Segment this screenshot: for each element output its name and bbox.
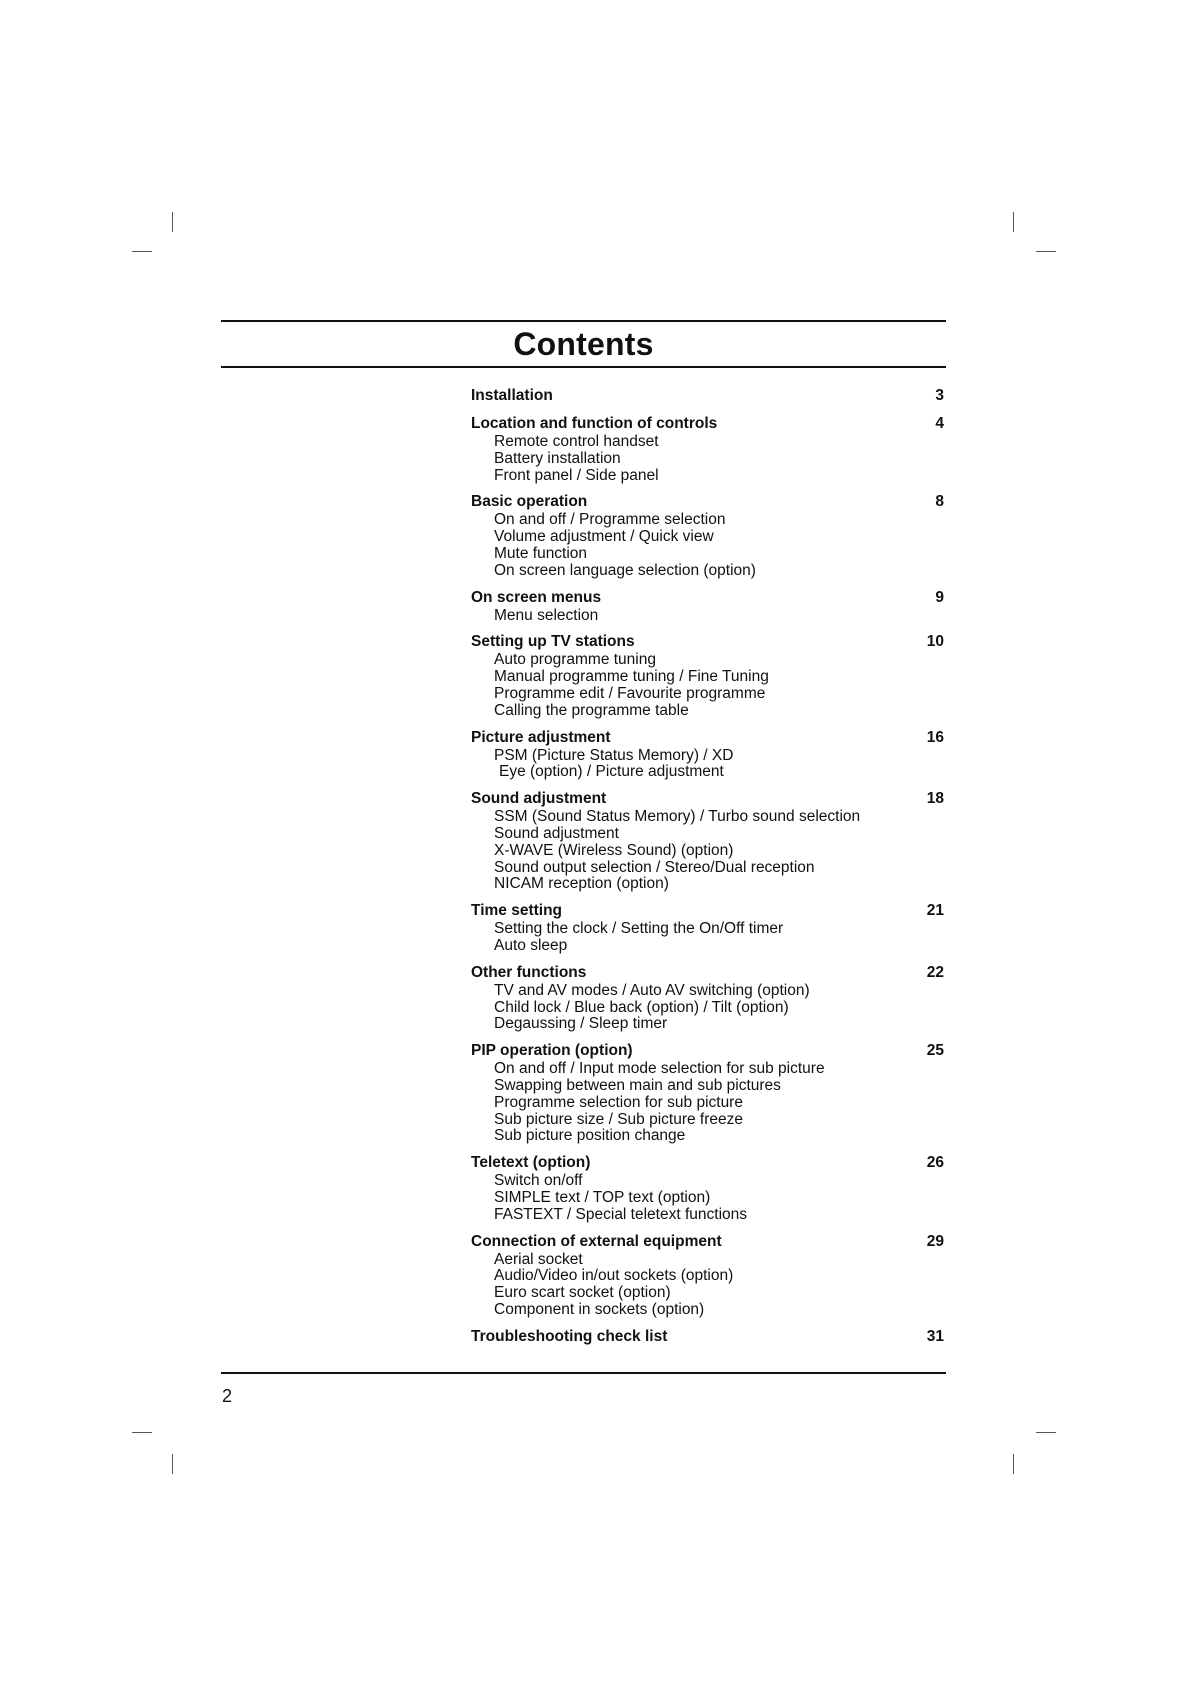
toc-subitem: On and off / Input mode selection for sub picture bbox=[494, 1060, 825, 1078]
toc-section bbox=[471, 901, 944, 955]
toc-section-title: On screen menus bbox=[471, 588, 602, 606]
table-of-contents bbox=[471, 386, 944, 1355]
toc-subitem: Audio/Video in/out sockets (option) bbox=[494, 1267, 734, 1285]
toc-section bbox=[471, 1041, 944, 1145]
crop-mark bbox=[132, 251, 152, 252]
toc-section-title: Time setting bbox=[471, 902, 563, 920]
toc-section-title: Teletext (option) bbox=[471, 1154, 591, 1172]
page-title: Contents bbox=[513, 326, 654, 362]
toc-section-heading bbox=[471, 632, 944, 652]
toc-section-title: Sound adjustment bbox=[471, 790, 607, 808]
toc-subitem: Front panel / Side panel bbox=[494, 466, 659, 484]
toc-section bbox=[471, 1232, 944, 1319]
header-bottom-rule bbox=[221, 366, 946, 368]
toc-subitem: Battery installation bbox=[494, 449, 621, 467]
toc-section-page-number: 31 bbox=[926, 1327, 944, 1345]
toc-section-page-number: 8 bbox=[935, 493, 944, 511]
toc-subitem: Setting the clock / Setting the On/Off timer bbox=[494, 920, 784, 938]
toc-section-page-number: 9 bbox=[935, 588, 944, 606]
toc-section-title: Setting up TV stations bbox=[471, 633, 635, 651]
toc-subitem: Programme selection for sub picture bbox=[494, 1093, 743, 1111]
toc-section bbox=[471, 414, 944, 484]
toc-section-page-number: 18 bbox=[926, 790, 944, 808]
toc-subitem: On screen language selection (option) bbox=[494, 561, 756, 579]
toc-section-page-number: 29 bbox=[926, 1232, 944, 1250]
toc-section-page-number: 22 bbox=[926, 963, 944, 981]
toc-section-title: Location and function of controls bbox=[471, 415, 718, 432]
toc-subitem: Degaussing / Sleep timer bbox=[494, 1015, 668, 1033]
crop-mark bbox=[1036, 251, 1056, 252]
toc-section-heading bbox=[471, 588, 944, 608]
toc-subitem: Mute function bbox=[494, 544, 588, 562]
toc-subitem: Volume adjustment / Quick view bbox=[494, 528, 714, 546]
toc-subitem: SIMPLE text / TOP text (option) bbox=[494, 1188, 711, 1206]
toc-section-page-number: 3 bbox=[935, 387, 944, 404]
toc-section-heading bbox=[471, 789, 944, 809]
toc-section-heading bbox=[471, 386, 944, 406]
crop-mark bbox=[1013, 1454, 1014, 1474]
toc-subitem: Menu selection bbox=[494, 606, 599, 624]
toc-subitem: Sub picture position change bbox=[494, 1127, 686, 1145]
toc-section bbox=[471, 386, 944, 406]
toc-section-heading bbox=[471, 901, 944, 921]
toc-section bbox=[471, 588, 944, 625]
toc-section-page-number: 25 bbox=[926, 1042, 944, 1060]
toc-section-title: Basic operation bbox=[471, 493, 588, 511]
toc-section-heading bbox=[471, 1153, 944, 1173]
toc-section bbox=[471, 492, 944, 579]
toc-section bbox=[471, 1327, 944, 1347]
toc-section bbox=[471, 632, 944, 719]
toc-subitem: Eye (option) / Picture adjustment bbox=[499, 763, 724, 781]
toc-section-title: Troubleshooting check list bbox=[471, 1327, 668, 1345]
toc-section-heading bbox=[471, 963, 944, 983]
toc-section-title: Other functions bbox=[471, 963, 587, 981]
toc-section-page-number: 26 bbox=[926, 1154, 944, 1172]
footer-rule bbox=[221, 1372, 946, 1374]
crop-mark bbox=[172, 1454, 173, 1474]
toc-subitem: Manual programme tuning / Fine Tuning bbox=[494, 668, 769, 686]
page-number: 2 bbox=[222, 1386, 233, 1406]
toc-subitem: Auto sleep bbox=[494, 936, 568, 954]
toc-section-heading bbox=[471, 1232, 944, 1252]
toc-subitem: PSM (Picture Status Memory) / XD bbox=[494, 746, 734, 764]
toc-subitem: Programme edit / Favourite programme bbox=[494, 684, 766, 702]
crop-mark bbox=[172, 212, 173, 232]
toc-subitem: Remote control handset bbox=[494, 433, 659, 450]
toc-subitem: Sub picture size / Sub picture freeze bbox=[494, 1110, 743, 1128]
toc-section-title: Connection of external equipment bbox=[471, 1232, 722, 1250]
toc-subitem: X-WAVE (Wireless Sound) (option) bbox=[494, 841, 734, 859]
toc-section-title: Picture adjustment bbox=[471, 728, 611, 746]
toc-subitem: Child lock / Blue back (option) / Tilt (option) bbox=[494, 998, 789, 1016]
toc-subitem: SSM (Sound Status Memory) / Turbo sound selection bbox=[494, 808, 861, 826]
toc-subitem: Sound adjustment bbox=[494, 824, 619, 842]
crop-mark bbox=[1036, 1432, 1056, 1433]
crop-mark bbox=[1013, 212, 1014, 232]
toc-section bbox=[471, 789, 944, 893]
toc-section bbox=[471, 1153, 944, 1223]
toc-subitem: FASTEXT / Special teletext functions bbox=[494, 1205, 748, 1223]
toc-section-page-number: 21 bbox=[926, 902, 944, 920]
toc-section-page-number: 4 bbox=[935, 415, 944, 432]
toc-subitem: Swapping between main and sub pictures bbox=[494, 1076, 781, 1094]
toc-section-page-number: 16 bbox=[926, 728, 944, 746]
toc-section-heading bbox=[471, 1041, 944, 1061]
toc-section bbox=[471, 963, 944, 1033]
toc-subitem: On and off / Programme selection bbox=[494, 511, 726, 529]
toc-subitem: Component in sockets (option) bbox=[494, 1300, 705, 1318]
toc-subitem: NICAM reception (option) bbox=[494, 875, 669, 893]
toc-subitem: Euro scart socket (option) bbox=[494, 1284, 671, 1302]
toc-section-heading bbox=[471, 728, 944, 748]
toc-subitem: Switch on/off bbox=[494, 1172, 583, 1190]
toc-subitem: Sound output selection / Stereo/Dual reception bbox=[494, 858, 815, 876]
toc-section-heading bbox=[471, 492, 944, 512]
toc-section-title: Installation bbox=[471, 387, 553, 404]
toc-subitem: Auto programme tuning bbox=[494, 651, 656, 669]
toc-subitem: Aerial socket bbox=[494, 1250, 583, 1268]
toc-subitem: TV and AV modes / Auto AV switching (option) bbox=[494, 981, 810, 999]
toc-section-heading bbox=[471, 414, 944, 434]
toc-section-heading bbox=[471, 1327, 944, 1347]
toc-subitem: Calling the programme table bbox=[494, 701, 689, 719]
crop-mark bbox=[132, 1432, 152, 1433]
toc-section-page-number: 10 bbox=[926, 633, 944, 651]
toc-section-title: PIP operation (option) bbox=[471, 1042, 633, 1060]
toc-section bbox=[471, 728, 944, 782]
